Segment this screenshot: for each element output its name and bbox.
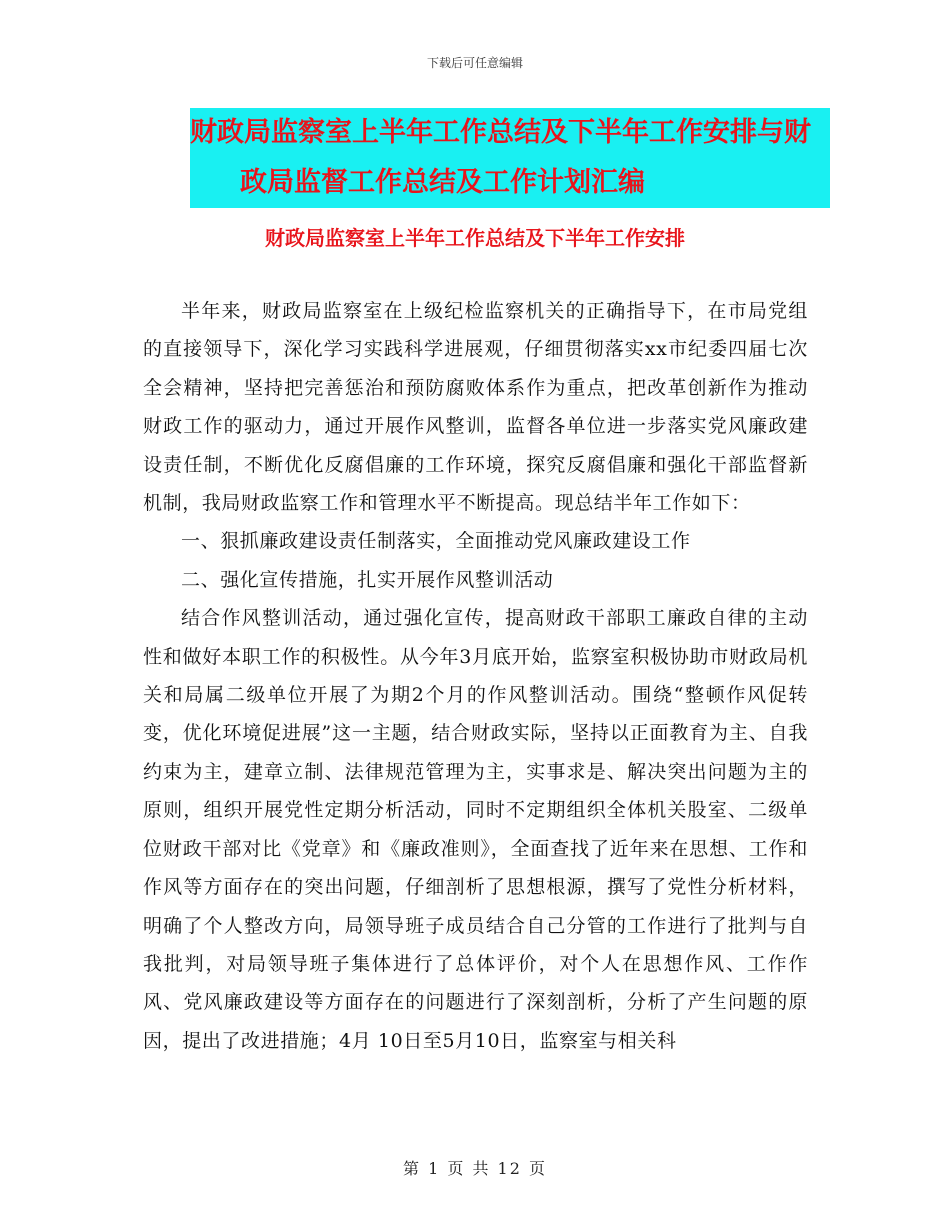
page-number: 第 1 页 共 12 页 — [403, 1159, 547, 1178]
paragraph-heading-1: 一、狠抓廉政建设责任制落实，全面推动党风廉政建设工作 — [181, 530, 691, 553]
document-title — [190, 108, 830, 208]
page-header-note: 下载后可任意编辑 — [426, 56, 523, 70]
paragraph-heading-2: 二、强化宣传措施，扎实开展作风整训活动 — [181, 568, 554, 591]
paragraph-rectification: 结合作风整训活动，通过强化宣传，提高财政干部职工廉政自律的主动性和做好本职工作的积极性。从今年3月底开始，监察室积极协助市财政局机关和局属二级单位开展了为期2个月的作风整训活动。围绕“整顿作风促转变，优化环境促进展”这一主题，结合财政实际，坚持以正面教育为主、自我约束为主，建章立制、法律规范管理为主，实事求是、解决突出问题为主的原则，组织开展党性定期分析活动，同时不定期组织全体机关股室、二级单位财政干部对比《党章》和《廉政准则》，全面查找了近年来在思想、工作和作风等方面存在的突出问题，仔细剖析了思想根源，撰写了党性分析材料，明确了个人整改方向，局领导班子成员结合自己分管的工作进行了批判与自我批判，对局领导班子集体进行了总体评价，对个人在思想作风、工作作风、党风廉政建设等方面存在的问题进行了深刻剖析，分析了产生问题的原因，提出了改进措施；4月 10日至5月10日，监察室与相关科 — [143, 607, 808, 1052]
paragraph-intro: 半年来，财政局监察室在上级纪检监察机关的正确指导下，在市局党组的直接领导下，深化学习实践科学进展观，仔细贯彻落实xx市纪委四届七次全会精神，坚持把完善惩治和预防腐败体系作为重点，把改革创新作为推动财政工作的驱动力，通过开展作风整训，监督各单位进一步落实党风廉政建设责任制，不断优化反腐倡廉的工作环境，探究反腐倡廉和强化干部监督新机制，我局财政监察工作和管理水平不断提高。现总结半年工作如下： — [143, 300, 808, 515]
document-title-line-2: 政局监督工作总结及工作计划汇编 — [240, 167, 645, 198]
document-title-line-1: 财政局监察室上半年工作总结及下半年工作安排与财 — [190, 117, 811, 148]
section-title: 财政局监察室上半年工作总结及下半年工作安排 — [265, 226, 685, 250]
document-body — [143, 292, 808, 1060]
